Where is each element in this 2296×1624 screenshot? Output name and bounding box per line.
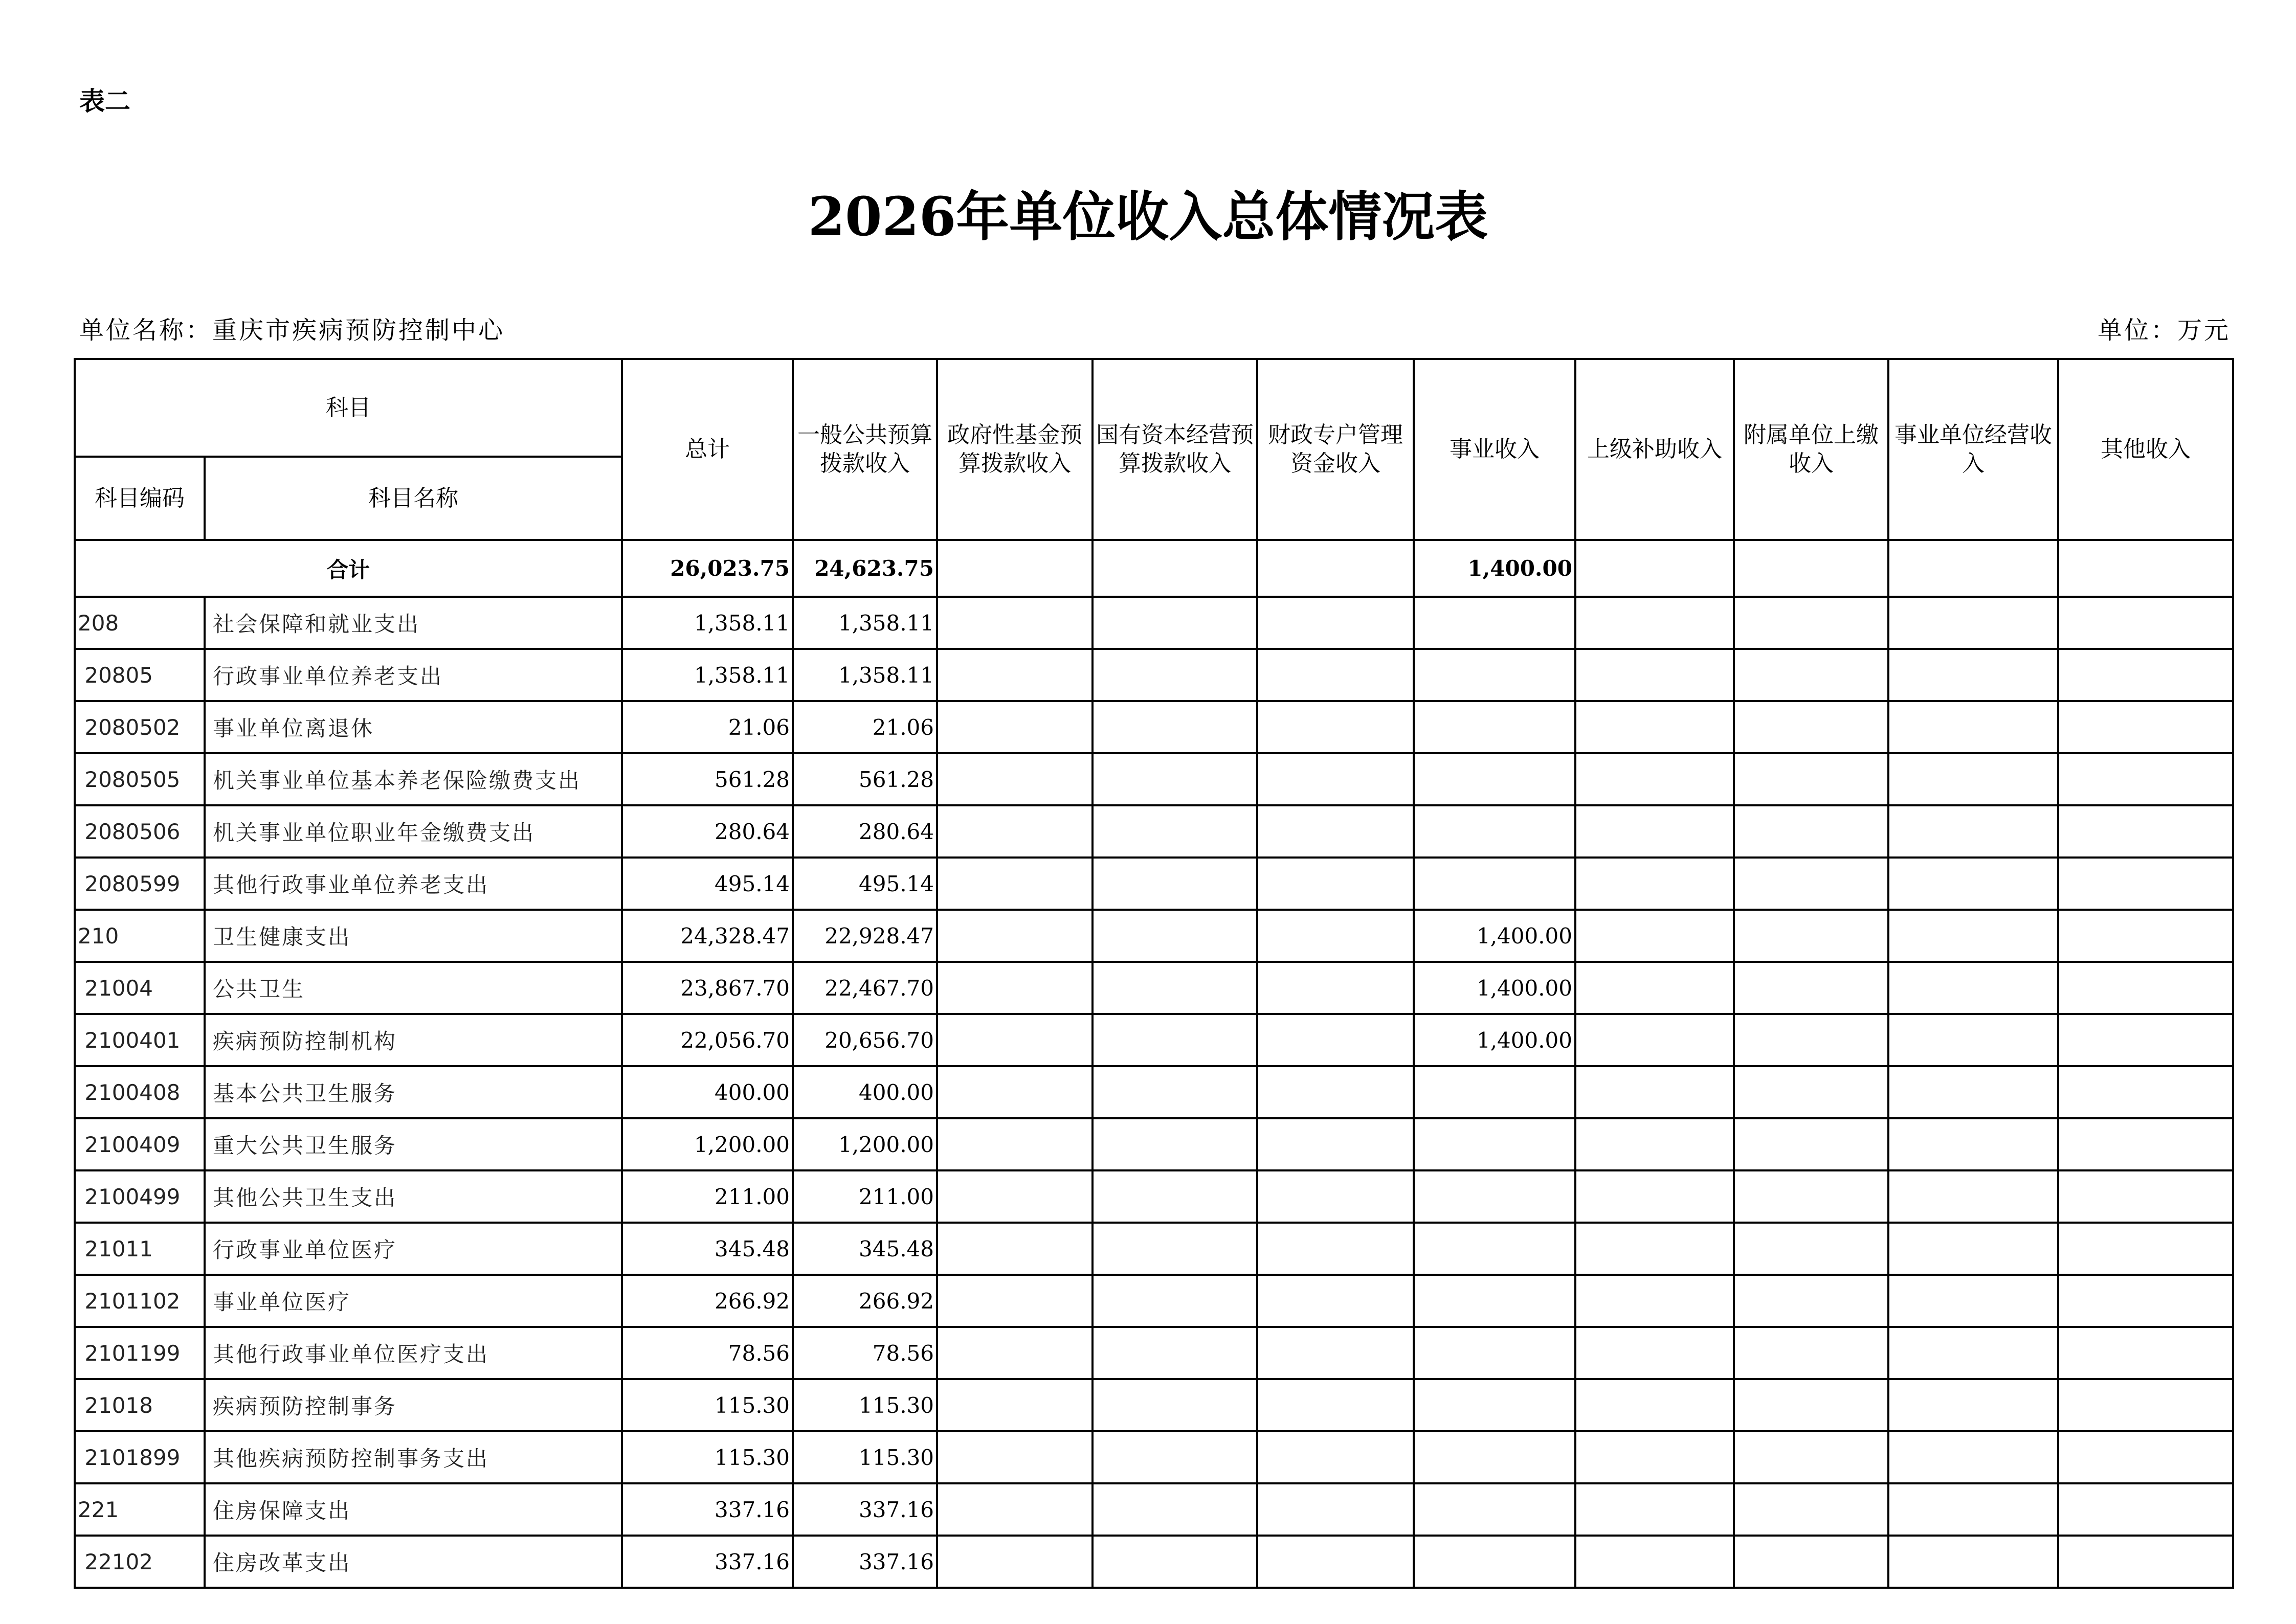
cell-business-income bbox=[1414, 753, 1575, 805]
cell-state-capital bbox=[1093, 962, 1257, 1014]
table-row bbox=[75, 649, 2233, 701]
cell-total: 78.56 bbox=[622, 1327, 793, 1379]
cell-other-income bbox=[2058, 1066, 2233, 1118]
cell-affiliated-income bbox=[1734, 649, 1888, 701]
cell-superior-subsidy bbox=[1575, 805, 1734, 858]
cell-affiliated-income bbox=[1734, 753, 1888, 805]
cell-other-income bbox=[2058, 1170, 2233, 1223]
sheet-label: 表二 bbox=[79, 86, 130, 116]
cell-fiscal-special bbox=[1257, 1118, 1414, 1170]
cell-state-capital bbox=[1093, 858, 1257, 910]
cell-total: 115.30 bbox=[622, 1431, 793, 1483]
cell-gov-fund bbox=[937, 962, 1093, 1014]
header-gov-fund: 政府性基金预算拨款收入 bbox=[937, 359, 1093, 540]
cell-state-capital bbox=[1093, 649, 1257, 701]
cell-total: 280.64 bbox=[622, 805, 793, 858]
cell-general-budget: 22,467.70 bbox=[793, 962, 937, 1014]
cell-total: 561.28 bbox=[622, 753, 793, 805]
cell-code: 2100499 bbox=[75, 1170, 205, 1223]
cell-total: 400.00 bbox=[622, 1066, 793, 1118]
table-row bbox=[75, 1379, 2233, 1431]
cell-state-capital bbox=[1093, 910, 1257, 962]
cell-fiscal-special bbox=[1257, 1014, 1414, 1066]
cell-affiliated-income bbox=[1734, 701, 1888, 753]
cell-affiliated-income bbox=[1734, 1327, 1888, 1379]
table-row bbox=[75, 858, 2233, 910]
cell-fiscal-special bbox=[1257, 753, 1414, 805]
cell-affiliated-income bbox=[1734, 1275, 1888, 1327]
total-cell-fiscal-special bbox=[1257, 540, 1414, 597]
cell-name: 事业单位离退休 bbox=[205, 701, 622, 753]
cell-affiliated-income bbox=[1734, 805, 1888, 858]
cell-fiscal-special bbox=[1257, 701, 1414, 753]
cell-general-budget: 211.00 bbox=[793, 1170, 937, 1223]
cell-code: 2101899 bbox=[75, 1431, 205, 1483]
cell-code: 21004 bbox=[75, 962, 205, 1014]
cell-gov-fund bbox=[937, 1431, 1093, 1483]
total-cell-affiliated-income bbox=[1734, 540, 1888, 597]
cell-other-income bbox=[2058, 1431, 2233, 1483]
cell-fiscal-special bbox=[1257, 858, 1414, 910]
cell-total: 1,200.00 bbox=[622, 1118, 793, 1170]
unit-label: 单位：万元 bbox=[2097, 316, 2231, 345]
table-row bbox=[75, 1014, 2233, 1066]
cell-gov-fund bbox=[937, 805, 1093, 858]
cell-state-capital bbox=[1093, 597, 1257, 649]
cell-superior-subsidy bbox=[1575, 1170, 1734, 1223]
cell-operating-income bbox=[1888, 649, 2058, 701]
total-cell-operating-income bbox=[1888, 540, 2058, 597]
cell-gov-fund bbox=[937, 1275, 1093, 1327]
table-row bbox=[75, 1536, 2233, 1588]
cell-superior-subsidy bbox=[1575, 1431, 1734, 1483]
cell-fiscal-special bbox=[1257, 1223, 1414, 1275]
cell-other-income bbox=[2058, 649, 2233, 701]
cell-fiscal-special bbox=[1257, 649, 1414, 701]
cell-operating-income bbox=[1888, 753, 2058, 805]
cell-code: 21018 bbox=[75, 1379, 205, 1431]
cell-state-capital bbox=[1093, 1223, 1257, 1275]
table-row bbox=[75, 1223, 2233, 1275]
cell-general-budget: 1,358.11 bbox=[793, 597, 937, 649]
table-row bbox=[75, 1327, 2233, 1379]
header-state-capital: 国有资本经营预算拨款收入 bbox=[1093, 359, 1257, 540]
cell-operating-income bbox=[1888, 1431, 2058, 1483]
table-row bbox=[75, 1275, 2233, 1327]
total-cell-general-budget: 24,623.75 bbox=[793, 540, 937, 597]
cell-superior-subsidy bbox=[1575, 858, 1734, 910]
total-cell-state-capital bbox=[1093, 540, 1257, 597]
cell-other-income bbox=[2058, 962, 2233, 1014]
unit-name: 单位名称：重庆市疾病预防控制中心 bbox=[79, 316, 505, 345]
cell-code: 2100409 bbox=[75, 1118, 205, 1170]
cell-name: 其他行政事业单位养老支出 bbox=[205, 858, 622, 910]
cell-business-income bbox=[1414, 1118, 1575, 1170]
table-row bbox=[75, 1170, 2233, 1223]
cell-affiliated-income bbox=[1734, 597, 1888, 649]
cell-other-income bbox=[2058, 858, 2233, 910]
cell-other-income bbox=[2058, 910, 2233, 962]
cell-other-income bbox=[2058, 1223, 2233, 1275]
cell-other-income bbox=[2058, 1379, 2233, 1431]
cell-fiscal-special bbox=[1257, 1170, 1414, 1223]
cell-code: 2101199 bbox=[75, 1327, 205, 1379]
cell-operating-income bbox=[1888, 1014, 2058, 1066]
cell-gov-fund bbox=[937, 649, 1093, 701]
table-row bbox=[75, 1066, 2233, 1118]
cell-fiscal-special bbox=[1257, 805, 1414, 858]
cell-other-income bbox=[2058, 701, 2233, 753]
cell-operating-income bbox=[1888, 1170, 2058, 1223]
total-cell-superior-subsidy bbox=[1575, 540, 1734, 597]
table-row bbox=[75, 805, 2233, 858]
cell-fiscal-special bbox=[1257, 910, 1414, 962]
cell-fiscal-special bbox=[1257, 962, 1414, 1014]
cell-code: 208 bbox=[75, 597, 205, 649]
cell-business-income bbox=[1414, 1223, 1575, 1275]
cell-other-income bbox=[2058, 1483, 2233, 1536]
cell-name: 行政事业单位医疗 bbox=[205, 1223, 622, 1275]
header-superior-subsidy: 上级补助收入 bbox=[1575, 359, 1734, 540]
cell-fiscal-special bbox=[1257, 1483, 1414, 1536]
cell-business-income bbox=[1414, 805, 1575, 858]
cell-business-income bbox=[1414, 1170, 1575, 1223]
cell-general-budget: 1,358.11 bbox=[793, 649, 937, 701]
cell-other-income bbox=[2058, 1275, 2233, 1327]
cell-name: 机关事业单位职业年金缴费支出 bbox=[205, 805, 622, 858]
cell-fiscal-special bbox=[1257, 597, 1414, 649]
cell-gov-fund bbox=[937, 1379, 1093, 1431]
table-row bbox=[75, 1483, 2233, 1536]
cell-state-capital bbox=[1093, 805, 1257, 858]
cell-state-capital bbox=[1093, 753, 1257, 805]
header-subject-code: 科目编码 bbox=[75, 457, 205, 540]
cell-gov-fund bbox=[937, 1118, 1093, 1170]
cell-fiscal-special bbox=[1257, 1327, 1414, 1379]
cell-total: 337.16 bbox=[622, 1483, 793, 1536]
cell-other-income bbox=[2058, 1536, 2233, 1588]
cell-business-income: 1,400.00 bbox=[1414, 1014, 1575, 1066]
cell-business-income bbox=[1414, 1066, 1575, 1118]
cell-business-income bbox=[1414, 1431, 1575, 1483]
cell-superior-subsidy bbox=[1575, 649, 1734, 701]
cell-general-budget: 337.16 bbox=[793, 1483, 937, 1536]
table-body bbox=[75, 540, 2233, 1588]
cell-name: 卫生健康支出 bbox=[205, 910, 622, 962]
cell-general-budget: 280.64 bbox=[793, 805, 937, 858]
header-affiliated-income: 附属单位上缴收入 bbox=[1734, 359, 1888, 540]
cell-general-budget: 22,928.47 bbox=[793, 910, 937, 962]
cell-superior-subsidy bbox=[1575, 1483, 1734, 1536]
cell-gov-fund bbox=[937, 597, 1093, 649]
cell-operating-income bbox=[1888, 1327, 2058, 1379]
cell-general-budget: 115.30 bbox=[793, 1379, 937, 1431]
table-row bbox=[75, 962, 2233, 1014]
cell-business-income bbox=[1414, 1275, 1575, 1327]
cell-code: 21011 bbox=[75, 1223, 205, 1275]
cell-general-budget: 337.16 bbox=[793, 1536, 937, 1588]
cell-name: 重大公共卫生服务 bbox=[205, 1118, 622, 1170]
cell-other-income bbox=[2058, 1014, 2233, 1066]
cell-business-income: 1,400.00 bbox=[1414, 962, 1575, 1014]
cell-business-income bbox=[1414, 1327, 1575, 1379]
total-cell-total: 26,023.75 bbox=[622, 540, 793, 597]
cell-name: 机关事业单位基本养老保险缴费支出 bbox=[205, 753, 622, 805]
header-general-budget: 一般公共预算拨款收入 bbox=[793, 359, 937, 540]
cell-operating-income bbox=[1888, 1223, 2058, 1275]
table-row bbox=[75, 1431, 2233, 1483]
cell-code: 2080599 bbox=[75, 858, 205, 910]
header-operating-income: 事业单位经营收入 bbox=[1888, 359, 2058, 540]
cell-business-income bbox=[1414, 1536, 1575, 1588]
cell-fiscal-special bbox=[1257, 1431, 1414, 1483]
cell-gov-fund bbox=[937, 1327, 1093, 1379]
cell-gov-fund bbox=[937, 910, 1093, 962]
cell-general-budget: 1,200.00 bbox=[793, 1118, 937, 1170]
cell-general-budget: 400.00 bbox=[793, 1066, 937, 1118]
cell-gov-fund bbox=[937, 1223, 1093, 1275]
cell-operating-income bbox=[1888, 1066, 2058, 1118]
cell-code: 221 bbox=[75, 1483, 205, 1536]
cell-superior-subsidy bbox=[1575, 1327, 1734, 1379]
cell-affiliated-income bbox=[1734, 1379, 1888, 1431]
cell-superior-subsidy bbox=[1575, 597, 1734, 649]
cell-code: 20805 bbox=[75, 649, 205, 701]
cell-superior-subsidy bbox=[1575, 1118, 1734, 1170]
cell-name: 其他公共卫生支出 bbox=[205, 1170, 622, 1223]
cell-name: 行政事业单位养老支出 bbox=[205, 649, 622, 701]
cell-gov-fund bbox=[937, 1170, 1093, 1223]
cell-state-capital bbox=[1093, 1379, 1257, 1431]
cell-business-income bbox=[1414, 597, 1575, 649]
cell-operating-income bbox=[1888, 1483, 2058, 1536]
cell-operating-income bbox=[1888, 910, 2058, 962]
cell-superior-subsidy bbox=[1575, 701, 1734, 753]
cell-code: 2080502 bbox=[75, 701, 205, 753]
cell-name: 疾病预防控制机构 bbox=[205, 1014, 622, 1066]
cell-code: 2100401 bbox=[75, 1014, 205, 1066]
cell-business-income bbox=[1414, 701, 1575, 753]
total-cell-other-income bbox=[2058, 540, 2233, 597]
cell-fiscal-special bbox=[1257, 1275, 1414, 1327]
cell-total: 115.30 bbox=[622, 1379, 793, 1431]
cell-business-income bbox=[1414, 858, 1575, 910]
cell-code: 22102 bbox=[75, 1536, 205, 1588]
cell-name: 其他疾病预防控制事务支出 bbox=[205, 1431, 622, 1483]
total-label: 合计 bbox=[75, 540, 622, 597]
cell-business-income: 1,400.00 bbox=[1414, 910, 1575, 962]
cell-state-capital bbox=[1093, 701, 1257, 753]
cell-other-income bbox=[2058, 1118, 2233, 1170]
cell-gov-fund bbox=[937, 701, 1093, 753]
cell-total: 21.06 bbox=[622, 701, 793, 753]
cell-total: 495.14 bbox=[622, 858, 793, 910]
cell-general-budget: 345.48 bbox=[793, 1223, 937, 1275]
cell-affiliated-income bbox=[1734, 1066, 1888, 1118]
header-business-income: 事业收入 bbox=[1414, 359, 1575, 540]
cell-state-capital bbox=[1093, 1066, 1257, 1118]
cell-general-budget: 21.06 bbox=[793, 701, 937, 753]
cell-superior-subsidy bbox=[1575, 1066, 1734, 1118]
header-subject: 科目 bbox=[75, 359, 622, 457]
cell-general-budget: 78.56 bbox=[793, 1327, 937, 1379]
cell-total: 24,328.47 bbox=[622, 910, 793, 962]
cell-total: 211.00 bbox=[622, 1170, 793, 1223]
cell-affiliated-income bbox=[1734, 1118, 1888, 1170]
table-row bbox=[75, 910, 2233, 962]
cell-name: 基本公共卫生服务 bbox=[205, 1066, 622, 1118]
cell-name: 公共卫生 bbox=[205, 962, 622, 1014]
cell-superior-subsidy bbox=[1575, 1223, 1734, 1275]
cell-business-income bbox=[1414, 649, 1575, 701]
cell-total: 345.48 bbox=[622, 1223, 793, 1275]
cell-affiliated-income bbox=[1734, 1170, 1888, 1223]
cell-general-budget: 495.14 bbox=[793, 858, 937, 910]
income-table-container bbox=[74, 358, 2232, 1611]
cell-affiliated-income bbox=[1734, 1483, 1888, 1536]
cell-gov-fund bbox=[937, 858, 1093, 910]
table-row bbox=[75, 701, 2233, 753]
cell-name: 事业单位医疗 bbox=[205, 1275, 622, 1327]
cell-affiliated-income bbox=[1734, 1014, 1888, 1066]
cell-affiliated-income bbox=[1734, 910, 1888, 962]
total-cell-business-income: 1,400.00 bbox=[1414, 540, 1575, 597]
cell-business-income bbox=[1414, 1379, 1575, 1431]
cell-other-income bbox=[2058, 597, 2233, 649]
cell-code: 2100408 bbox=[75, 1066, 205, 1118]
cell-other-income bbox=[2058, 805, 2233, 858]
table-row bbox=[75, 597, 2233, 649]
cell-fiscal-special bbox=[1257, 1379, 1414, 1431]
cell-general-budget: 20,656.70 bbox=[793, 1014, 937, 1066]
cell-gov-fund bbox=[937, 1536, 1093, 1588]
cell-superior-subsidy bbox=[1575, 1379, 1734, 1431]
cell-operating-income bbox=[1888, 962, 2058, 1014]
cell-operating-income bbox=[1888, 1275, 2058, 1327]
cell-other-income bbox=[2058, 753, 2233, 805]
cell-state-capital bbox=[1093, 1431, 1257, 1483]
cell-total: 1,358.11 bbox=[622, 649, 793, 701]
cell-affiliated-income bbox=[1734, 962, 1888, 1014]
cell-affiliated-income bbox=[1734, 1431, 1888, 1483]
cell-state-capital bbox=[1093, 1014, 1257, 1066]
cell-total: 22,056.70 bbox=[622, 1014, 793, 1066]
cell-state-capital bbox=[1093, 1536, 1257, 1588]
cell-name: 社会保障和就业支出 bbox=[205, 597, 622, 649]
header-row-1 bbox=[75, 359, 2233, 457]
cell-gov-fund bbox=[937, 1014, 1093, 1066]
cell-superior-subsidy bbox=[1575, 1014, 1734, 1066]
cell-superior-subsidy bbox=[1575, 910, 1734, 962]
cell-gov-fund bbox=[937, 1483, 1093, 1536]
cell-total: 23,867.70 bbox=[622, 962, 793, 1014]
cell-business-income bbox=[1414, 1483, 1575, 1536]
cell-name: 疾病预防控制事务 bbox=[205, 1379, 622, 1431]
cell-total: 337.16 bbox=[622, 1536, 793, 1588]
total-row bbox=[75, 540, 2233, 597]
income-table bbox=[74, 358, 2234, 1589]
cell-affiliated-income bbox=[1734, 1223, 1888, 1275]
cell-code: 2080505 bbox=[75, 753, 205, 805]
cell-code: 2080506 bbox=[75, 805, 205, 858]
cell-name: 其他行政事业单位医疗支出 bbox=[205, 1327, 622, 1379]
cell-fiscal-special bbox=[1257, 1066, 1414, 1118]
cell-superior-subsidy bbox=[1575, 1536, 1734, 1588]
cell-state-capital bbox=[1093, 1170, 1257, 1223]
cell-other-income bbox=[2058, 1327, 2233, 1379]
cell-general-budget: 266.92 bbox=[793, 1275, 937, 1327]
cell-operating-income bbox=[1888, 858, 2058, 910]
cell-operating-income bbox=[1888, 597, 2058, 649]
total-cell-gov-fund bbox=[937, 540, 1093, 597]
cell-state-capital bbox=[1093, 1327, 1257, 1379]
page-title: 2026年单位收入总体情况表 bbox=[808, 185, 1488, 248]
cell-code: 210 bbox=[75, 910, 205, 962]
cell-gov-fund bbox=[937, 1066, 1093, 1118]
cell-name: 住房保障支出 bbox=[205, 1483, 622, 1536]
cell-state-capital bbox=[1093, 1483, 1257, 1536]
header-subject-name: 科目名称 bbox=[205, 457, 622, 540]
header-total: 总计 bbox=[622, 359, 793, 540]
cell-operating-income bbox=[1888, 701, 2058, 753]
cell-total: 1,358.11 bbox=[622, 597, 793, 649]
cell-operating-income bbox=[1888, 1379, 2058, 1431]
cell-total: 266.92 bbox=[622, 1275, 793, 1327]
cell-operating-income bbox=[1888, 1118, 2058, 1170]
cell-general-budget: 115.30 bbox=[793, 1431, 937, 1483]
header-fiscal-special: 财政专户管理资金收入 bbox=[1257, 359, 1414, 540]
header-other-income: 其他收入 bbox=[2058, 359, 2233, 540]
cell-state-capital bbox=[1093, 1275, 1257, 1327]
cell-name: 住房改革支出 bbox=[205, 1536, 622, 1588]
cell-superior-subsidy bbox=[1575, 753, 1734, 805]
cell-operating-income bbox=[1888, 1536, 2058, 1588]
cell-state-capital bbox=[1093, 1118, 1257, 1170]
cell-general-budget: 561.28 bbox=[793, 753, 937, 805]
cell-superior-subsidy bbox=[1575, 1275, 1734, 1327]
cell-affiliated-income bbox=[1734, 1536, 1888, 1588]
cell-superior-subsidy bbox=[1575, 962, 1734, 1014]
cell-affiliated-income bbox=[1734, 858, 1888, 910]
table-row bbox=[75, 1118, 2233, 1170]
cell-gov-fund bbox=[937, 753, 1093, 805]
cell-fiscal-special bbox=[1257, 1536, 1414, 1588]
table-row bbox=[75, 753, 2233, 805]
cell-operating-income bbox=[1888, 805, 2058, 858]
cell-code: 2101102 bbox=[75, 1275, 205, 1327]
